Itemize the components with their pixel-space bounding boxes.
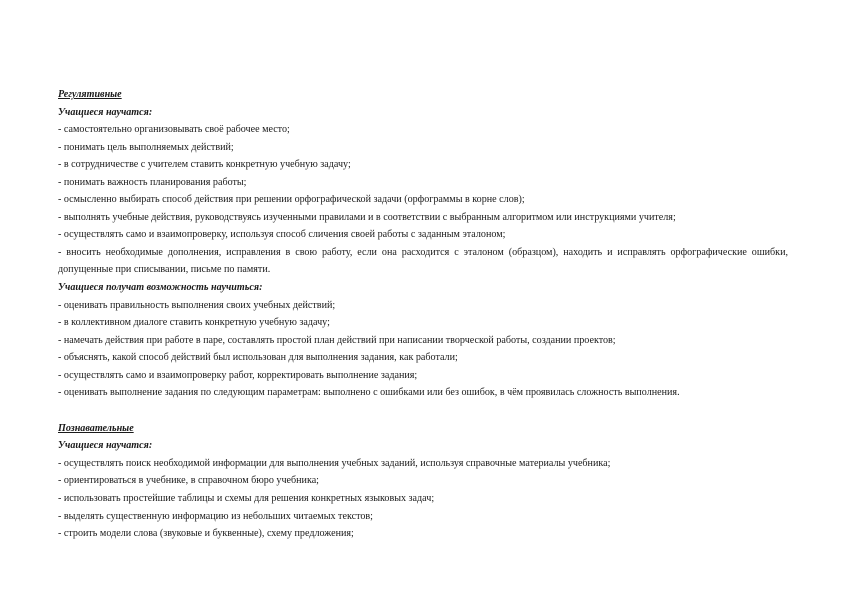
list-item: - в коллективном диалоге ставить конкретную учебную задачу; [58, 317, 330, 329]
list-item: - объяснять, какой способ действий был использован для выполнения задания, как работали; [58, 352, 458, 364]
regulatory-learn-list [58, 121, 788, 279]
document-page [58, 86, 788, 543]
list-item: - в сотрудничестве с учителем ставить конкретную учебную задачу; [58, 159, 351, 171]
regulatory-learn-title: Учащиеся научатся: [58, 106, 153, 118]
list-item: - осмысленно выбирать способ действия при решении орфографической задачи (орфограммы в корне слов); [58, 194, 525, 206]
list-item: - оценивать выполнение задания по следующим параметрам: выполнено с ошибками или без ошибок, в чём проявилась сложность выполнения. [58, 387, 680, 399]
list-item: - вносить необходимые дополнения, исправления в свою работу, если она расходится с эталоном (образцом), находить и исправлять орфографические ошибки, допущенные при списывании, письме по памяти. [58, 246, 788, 276]
regulatory-opportunity-list [58, 297, 788, 402]
list-item: - понимать цель выполняемых действий; [58, 141, 234, 153]
section-spacer [58, 402, 788, 420]
list-item: - выполнять учебные действия, руководствуясь изученными правилами и в соответствии с выбранным алгоритмом или инструкциями учителя; [58, 211, 676, 223]
list-item: - осуществлять само и взаимопроверку, используя способ сличения своей работы с заданным эталоном; [58, 229, 506, 241]
list-item: - самостоятельно организовывать своё рабочее место; [58, 124, 290, 136]
regulatory-heading: Регулятивные [58, 89, 122, 100]
cognitive-learn-title: Учащиеся научатся: [58, 440, 153, 452]
cognitive-learn-list [58, 455, 788, 543]
list-item: - намечать действия при работе в паре, составлять простой план действий при написании творческой работы, создании проектов; [58, 334, 616, 346]
list-item: - выделять существенную информацию из небольших читаемых текстов; [58, 510, 373, 522]
cognitive-heading: Познавательные [58, 422, 134, 434]
list-item: - ориентироваться в учебнике, в справочном бюро учебника; [58, 475, 319, 487]
list-item: - понимать важность планирования работы; [58, 176, 247, 188]
list-item: - использовать простейшие таблицы и схемы для решения конкретных языковых задач; [58, 493, 435, 505]
list-item: - осуществлять поиск необходимой информации для выполнения учебных заданий, используя справочные материалы учебника; [58, 457, 611, 469]
regulatory-opportunity-title: Учащиеся получат возможность научиться: [58, 282, 263, 294]
list-item: - строить модели слова (звуковые и буквенные), схему предложения; [58, 528, 354, 540]
list-item: - оценивать правильность выполнения своих учебных действий; [58, 299, 336, 311]
list-item: - осуществлять само и взаимопроверку работ, корректировать выполнение задания; [58, 369, 418, 381]
